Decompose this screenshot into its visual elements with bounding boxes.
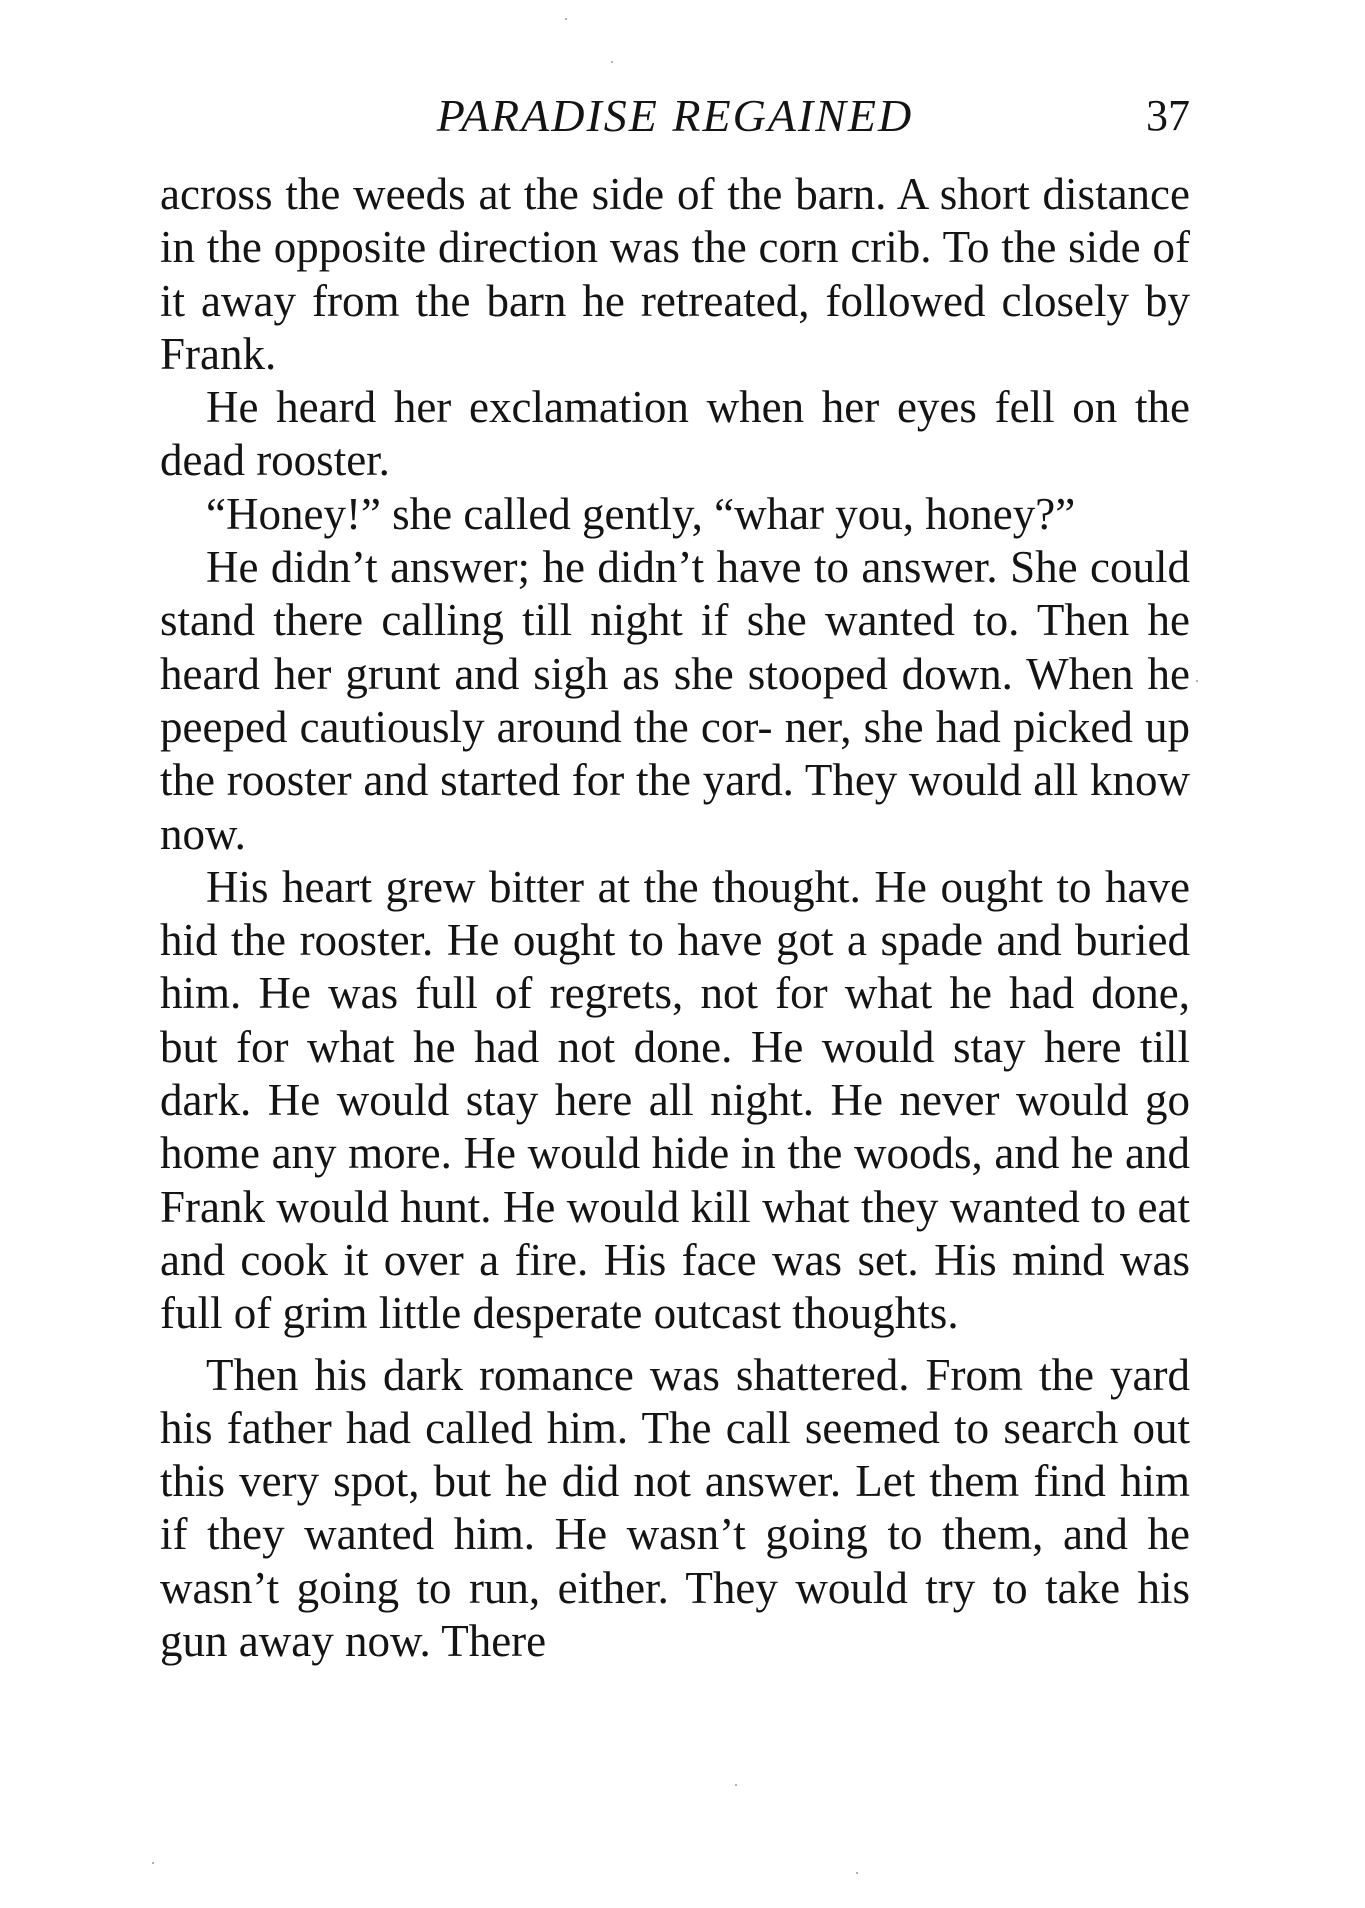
scan-speck — [611, 61, 613, 63]
body-text — [160, 168, 1190, 1668]
paragraph: His heart grew bitter at the thought. He ought to have hid the rooster. He ought to have got a spade and buried him. He was full of regrets, not for what he had done, but for what he had not done. He would stay here till dark. He would stay here all night. He never would go home any more. He would hide in the woods, and he and Frank would hunt. He would kill what they wanted to eat and cook it over a fire. His face was set. His mind was full of grim little desperate outcast thoughts. — [160, 861, 1190, 1339]
paragraph: He heard her exclamation when her eyes fell on the dead rooster. — [160, 382, 1190, 486]
dialogue-paragraph: “Honey!” she called gently, “whar you, honey?” — [206, 488, 1076, 539]
scan-speck — [1196, 680, 1198, 682]
running-title: PARADISE REGAINED — [436, 90, 914, 141]
paragraph-continuation: across the weeds at the side of the barn. A short distance in the opposite direction was the corn crib. To the side of it away from the barn he retreated, followed closely by Frank. — [160, 169, 1190, 379]
page-number: 37 — [1146, 91, 1190, 140]
running-head — [160, 84, 1190, 148]
scan-speck — [856, 1872, 858, 1874]
scan-speck — [565, 18, 567, 20]
scan-speck — [152, 1862, 154, 1864]
paragraph: Then his dark romance was shattered. From the yard his father had called him. The call seemed to search out this very spot, but he did not answer. Let them find him if they wanted him. He wasn’t going to them, and he wasn’t going to run, either. They would try to take his gun away now. There — [160, 1349, 1190, 1667]
paragraph: He didn’t answer; he didn’t have to answer. She could stand there calling till night if she wanted to. Then he heard her grunt and sigh as she stooped down. When he peeped cautiously around the cor- ner, she had picked up the rooster and started for the yard. They would all know now. — [160, 542, 1190, 859]
scan-speck — [735, 1784, 737, 1786]
